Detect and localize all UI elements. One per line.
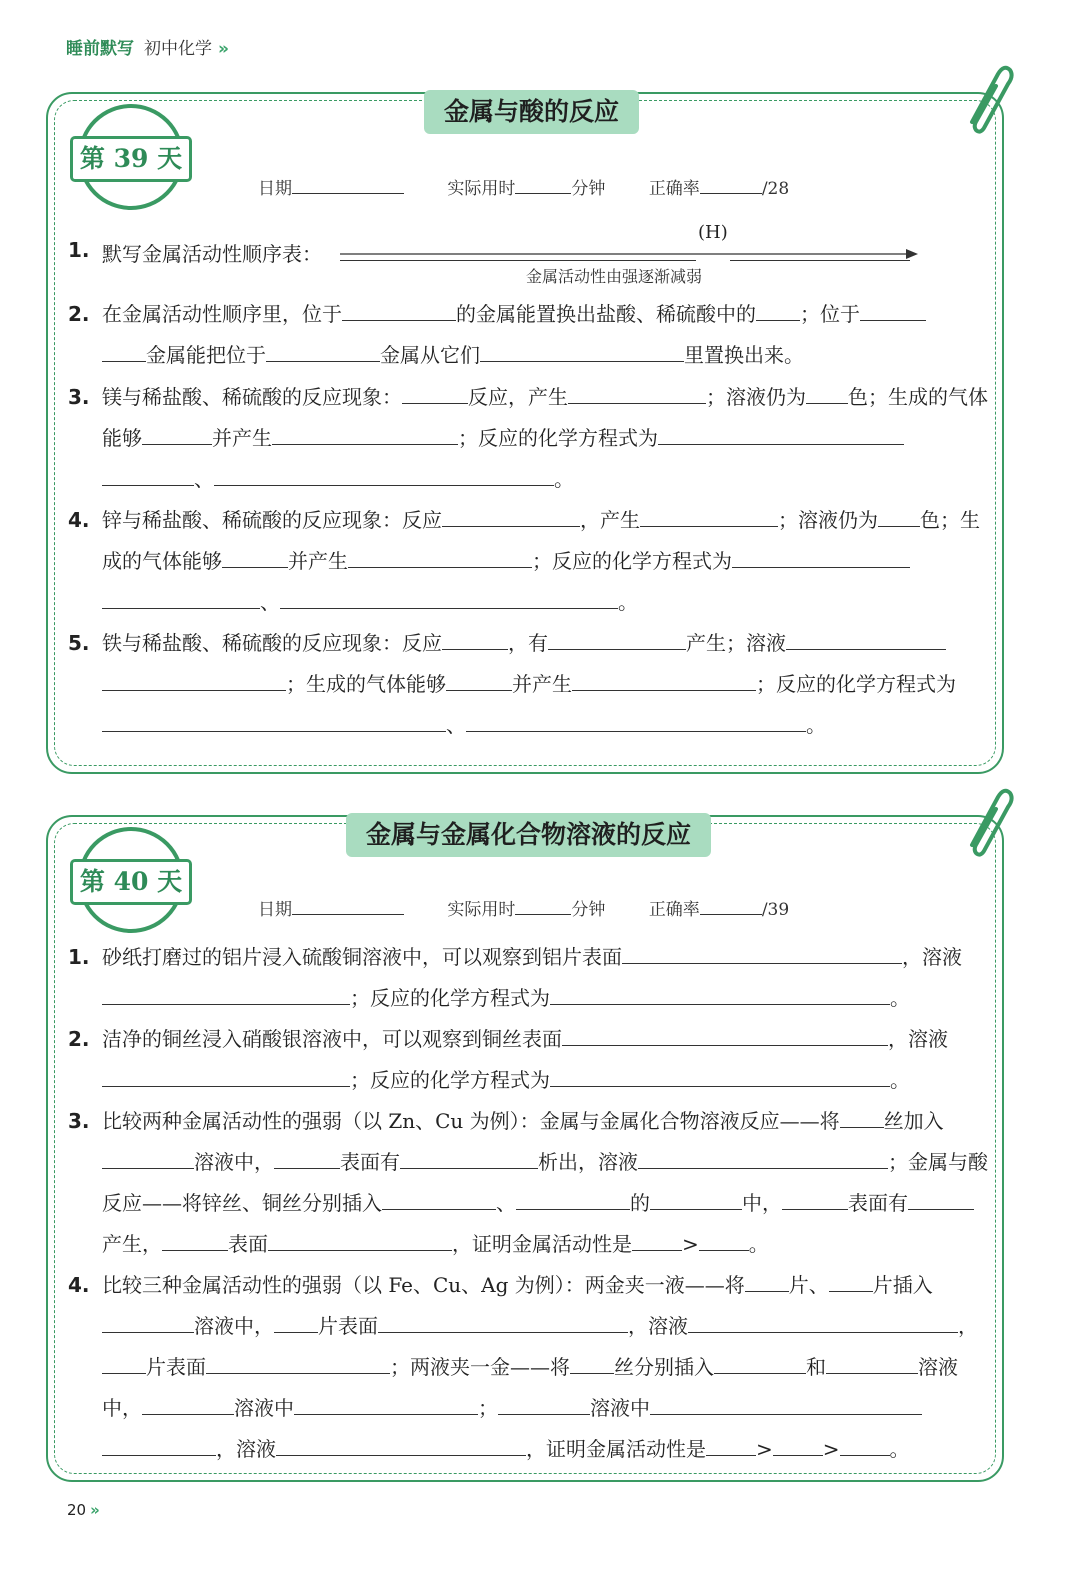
question-text: ；反应的化学方程式为 — [350, 1068, 550, 1092]
question-text: ；反应的化学方程式为 — [756, 672, 956, 696]
question-text: 金属从它们 — [380, 343, 480, 367]
hydrogen-mark: (H) — [698, 222, 728, 243]
question-text: ，溶液 — [216, 1437, 276, 1461]
question-text: 片插入 — [872, 1273, 933, 1297]
question-2 — [68, 294, 988, 376]
answer-blank[interactable] — [142, 1396, 234, 1415]
answer-blank[interactable] — [756, 302, 800, 321]
question-text: 溶液中 — [234, 1396, 294, 1420]
question-text: 表面 — [228, 1232, 268, 1256]
paperclip-icon — [958, 783, 1014, 867]
accuracy-total: /28 — [761, 179, 790, 199]
answer-blank[interactable] — [826, 1355, 918, 1374]
answer-blank[interactable] — [806, 385, 848, 404]
series-title: 睡前默写 — [66, 39, 134, 59]
answer-blank[interactable] — [206, 1355, 390, 1374]
question-text: ，证明金属活动性是 — [452, 1232, 632, 1256]
question-text: > — [756, 1437, 773, 1461]
paperclip-icon — [958, 60, 1014, 144]
question-text: 溶液中， — [194, 1314, 274, 1338]
accuracy-label: 正确率 — [648, 179, 700, 199]
question-text: 片、 — [788, 1273, 829, 1297]
date-blank[interactable] — [292, 898, 404, 915]
question-text: ；反应的化学方程式为 — [350, 986, 550, 1010]
question-text: 、 — [260, 590, 280, 614]
question-text: 产生；溶液 — [686, 631, 786, 655]
question-text: 默写金属活动性顺序表： — [102, 242, 322, 266]
section-title: 金属与金属化合物溶液的反应 — [346, 813, 711, 857]
answer-blank[interactable] — [773, 1437, 823, 1456]
question-1 — [68, 222, 988, 286]
question-2 — [68, 1019, 988, 1101]
accuracy-blank[interactable] — [700, 898, 762, 915]
answer-blank[interactable] — [102, 672, 286, 691]
answer-blank[interactable] — [516, 1191, 630, 1210]
arrow-caption: 金属活动性由强逐渐减弱 — [526, 267, 703, 286]
accuracy-blank[interactable] — [700, 177, 762, 194]
answer-blank[interactable] — [632, 1232, 682, 1251]
question-text: 溶液中， — [102, 1355, 958, 1420]
time-label: 实际用时 — [447, 900, 516, 920]
answer-blank[interactable] — [102, 1437, 216, 1456]
answer-blank[interactable] — [745, 1273, 789, 1292]
time-unit: 分钟 — [571, 900, 606, 920]
answer-blank[interactable] — [706, 1437, 756, 1456]
running-header — [66, 34, 229, 59]
accuracy-label: 正确率 — [648, 900, 700, 920]
answer-blank[interactable] — [102, 590, 260, 609]
question-text: 。 — [554, 467, 574, 491]
answer-blank[interactable] — [274, 1314, 318, 1333]
answer-blank[interactable] — [562, 1027, 888, 1046]
day39-card — [46, 92, 1004, 774]
answer-blank[interactable] — [688, 1314, 958, 1333]
question-3 — [68, 1101, 988, 1265]
answer-blank[interactable] — [222, 549, 288, 568]
question-text: ；生成的气体能够 — [286, 672, 446, 696]
accuracy-total: /39 — [761, 900, 790, 920]
answer-blank[interactable] — [550, 986, 890, 1005]
question-text: 并产生 — [512, 672, 572, 696]
answer-blank[interactable] — [446, 672, 512, 691]
answer-blank[interactable] — [550, 1068, 890, 1087]
question-text: ，证明金属活动性是 — [526, 1437, 706, 1461]
date-blank[interactable] — [292, 177, 404, 194]
question-text: ；溶液仍为 — [778, 508, 878, 532]
question-text: ；两液夹一金——将 — [390, 1355, 570, 1379]
time-blank[interactable] — [515, 177, 571, 194]
question-text: 溶液中， — [194, 1150, 274, 1174]
question-4 — [68, 1265, 988, 1470]
answer-blank[interactable] — [572, 672, 756, 691]
day40-card — [46, 815, 1004, 1482]
answer-blank[interactable] — [102, 1355, 146, 1374]
question-text: 、 — [496, 1191, 516, 1215]
badge-label: 第 40 天 — [70, 859, 192, 905]
answer-blank[interactable] — [162, 1232, 228, 1251]
question-text: 。 — [890, 986, 910, 1010]
question-text: 。 — [890, 1068, 910, 1092]
answer-blank[interactable] — [650, 1191, 742, 1210]
question-text: 的 — [630, 1191, 650, 1215]
question-text: 析出，溶液 — [538, 1150, 638, 1174]
question-5 — [68, 623, 988, 746]
question-number: 2. — [68, 302, 90, 326]
question-text: 色；生成的气体能够 — [102, 385, 988, 450]
question-text: 洁净的铜丝浸入硝酸银溶液中，可以观察到铜丝表面 — [102, 1027, 562, 1051]
question-text: ，溶液 — [888, 1027, 948, 1051]
question-text: 色；生成的气体能够 — [102, 508, 980, 573]
question-text: 丝分别插入 — [614, 1355, 714, 1379]
answer-blank[interactable] — [142, 426, 212, 445]
question-text: 锌与稀盐酸、稀硫酸的反应现象：反应 — [102, 508, 442, 532]
question-text: > — [682, 1232, 699, 1256]
date-label: 日期 — [258, 179, 292, 199]
answer-blank[interactable] — [102, 343, 146, 362]
question-text: 并产生 — [288, 549, 348, 573]
question-text: ；金属与酸反应——将锌丝、铜丝分别插入 — [102, 1150, 988, 1215]
question-text: ；溶液仍为 — [706, 385, 806, 409]
question-text: 和 — [806, 1355, 826, 1379]
record-line — [258, 174, 789, 199]
answer-blank[interactable] — [342, 302, 456, 321]
question-text: 中， — [742, 1191, 782, 1215]
time-blank[interactable] — [515, 898, 571, 915]
question-text: 镁与稀盐酸、稀硫酸的反应现象： — [102, 385, 402, 409]
question-text: 的金属能置换出盐酸、稀硫酸中的 — [456, 302, 756, 326]
answer-blank[interactable] — [102, 1068, 350, 1087]
answer-blank[interactable] — [640, 508, 778, 527]
question-text: 铁与稀盐酸、稀硫酸的反应现象：反应 — [102, 631, 442, 655]
question-number: 1. — [68, 945, 90, 969]
answer-blank[interactable] — [638, 1150, 888, 1169]
answer-blank[interactable] — [268, 1232, 452, 1251]
question-text: 、 — [446, 713, 466, 737]
question-number: 3. — [68, 1109, 90, 1133]
question-text: 表面有 — [340, 1150, 400, 1174]
answer-blank[interactable] — [650, 1396, 922, 1415]
answer-blank[interactable] — [400, 1150, 538, 1169]
answer-blank[interactable] — [658, 426, 904, 445]
question-text: 反应，产生 — [468, 385, 568, 409]
question-text: 。 — [618, 590, 638, 614]
question-text: 比较三种金属活动性的强弱（以 Fe、Cu、Ag 为例）：两金夹一液——将 — [102, 1273, 745, 1297]
question-number: 4. — [68, 1273, 90, 1297]
answer-blank[interactable] — [378, 1314, 628, 1333]
section-title: 金属与酸的反应 — [424, 90, 639, 134]
record-line — [258, 895, 789, 920]
chevron-right-icon: » — [90, 1501, 100, 1519]
answer-blank[interactable] — [570, 1355, 614, 1374]
question-text: ；位于 — [800, 302, 860, 326]
question-text: ， — [958, 1314, 978, 1338]
question-1 — [68, 937, 988, 1019]
time-unit: 分钟 — [571, 179, 606, 199]
answer-blank[interactable] — [786, 631, 946, 650]
answer-blank[interactable] — [782, 1191, 848, 1210]
answer-blank[interactable] — [829, 1273, 873, 1292]
answer-blank[interactable] — [382, 1191, 496, 1210]
question-text: ，溶液 — [902, 945, 962, 969]
answer-blank[interactable] — [498, 1396, 590, 1415]
arrow-right-icon — [340, 248, 918, 260]
page-number — [67, 1501, 100, 1519]
answer-blank[interactable] — [908, 1191, 974, 1210]
question-text: 里置换出来。 — [684, 343, 804, 367]
question-text: ；反应的化学方程式为 — [532, 549, 732, 573]
answer-blank[interactable] — [102, 1150, 194, 1169]
question-text: 。 — [889, 1437, 910, 1461]
date-label: 日期 — [258, 900, 292, 920]
question-number: 1. — [68, 238, 90, 262]
question-text: 片表面 — [318, 1314, 378, 1338]
question-text: 片表面 — [146, 1355, 206, 1379]
answer-blank[interactable] — [840, 1109, 884, 1128]
question-text: 溶液中 — [590, 1396, 650, 1420]
question-text: 。 — [748, 1232, 769, 1256]
answer-blank[interactable] — [878, 508, 920, 527]
question-text: 、 — [194, 467, 214, 491]
answer-blank[interactable] — [102, 467, 194, 486]
answer-blank[interactable] — [294, 1396, 478, 1415]
question-number: 3. — [68, 385, 90, 409]
subject-title: 初中化学 — [144, 39, 212, 59]
question-text: ，溶液 — [628, 1314, 688, 1338]
answer-blank[interactable] — [548, 631, 686, 650]
answer-blank[interactable] — [840, 1437, 890, 1456]
question-4 — [68, 500, 988, 623]
chevron-right-icon: » — [218, 39, 229, 59]
answer-blank[interactable] — [280, 590, 618, 609]
question-number: 5. — [68, 631, 90, 655]
day-badge — [70, 829, 194, 939]
question-text: ；反应的化学方程式为 — [458, 426, 658, 450]
answer-blank[interactable] — [102, 713, 446, 732]
badge-label: 第 39 天 — [70, 136, 192, 182]
question-text: 比较两种金属活动性的强弱（以 Zn、Cu 为例）：金属与金属化合物溶液反应——将 — [102, 1109, 840, 1133]
answer-blank[interactable] — [274, 1150, 340, 1169]
question-3 — [68, 377, 988, 500]
question-number: 4. — [68, 508, 90, 532]
question-text: 砂纸打磨过的铝片浸入硫酸铜溶液中，可以观察到铝片表面 — [102, 945, 622, 969]
answer-blank[interactable] — [860, 302, 926, 321]
answer-blank[interactable] — [272, 426, 458, 445]
day-badge — [70, 106, 194, 216]
question-text: 丝加入 — [883, 1109, 944, 1133]
answer-blank[interactable] — [699, 1232, 749, 1251]
question-text: ，产生 — [580, 508, 640, 532]
question-text: 产生， — [102, 1232, 162, 1256]
answer-blank[interactable] — [732, 549, 910, 568]
question-text: 在金属活动性顺序里，位于 — [102, 302, 342, 326]
question-text: 表面有 — [848, 1191, 908, 1215]
answer-blank[interactable] — [266, 343, 380, 362]
question-number: 2. — [68, 1027, 90, 1051]
answer-blank[interactable] — [276, 1437, 526, 1456]
answer-blank[interactable] — [442, 631, 508, 650]
answer-blank[interactable] — [714, 1355, 806, 1374]
question-text: ； — [478, 1396, 498, 1420]
answer-blank[interactable] — [466, 713, 806, 732]
answer-blank[interactable] — [402, 385, 468, 404]
answer-blank[interactable] — [102, 1314, 194, 1333]
time-label: 实际用时 — [447, 179, 516, 199]
answer-blank[interactable] — [102, 986, 350, 1005]
answer-blank[interactable] — [348, 549, 532, 568]
answer-blank[interactable] — [622, 945, 902, 964]
question-text: 金属能把位于 — [146, 343, 266, 367]
answer-blank[interactable] — [214, 467, 554, 486]
answer-blank[interactable] — [568, 385, 706, 404]
question-text: 。 — [806, 713, 826, 737]
answer-blank[interactable] — [480, 343, 684, 362]
question-text: ，有 — [508, 631, 548, 655]
question-text: > — [822, 1437, 840, 1461]
answer-blank[interactable] — [442, 508, 580, 527]
page-number-text: 20 — [67, 1501, 87, 1519]
question-text: 并产生 — [212, 426, 272, 450]
